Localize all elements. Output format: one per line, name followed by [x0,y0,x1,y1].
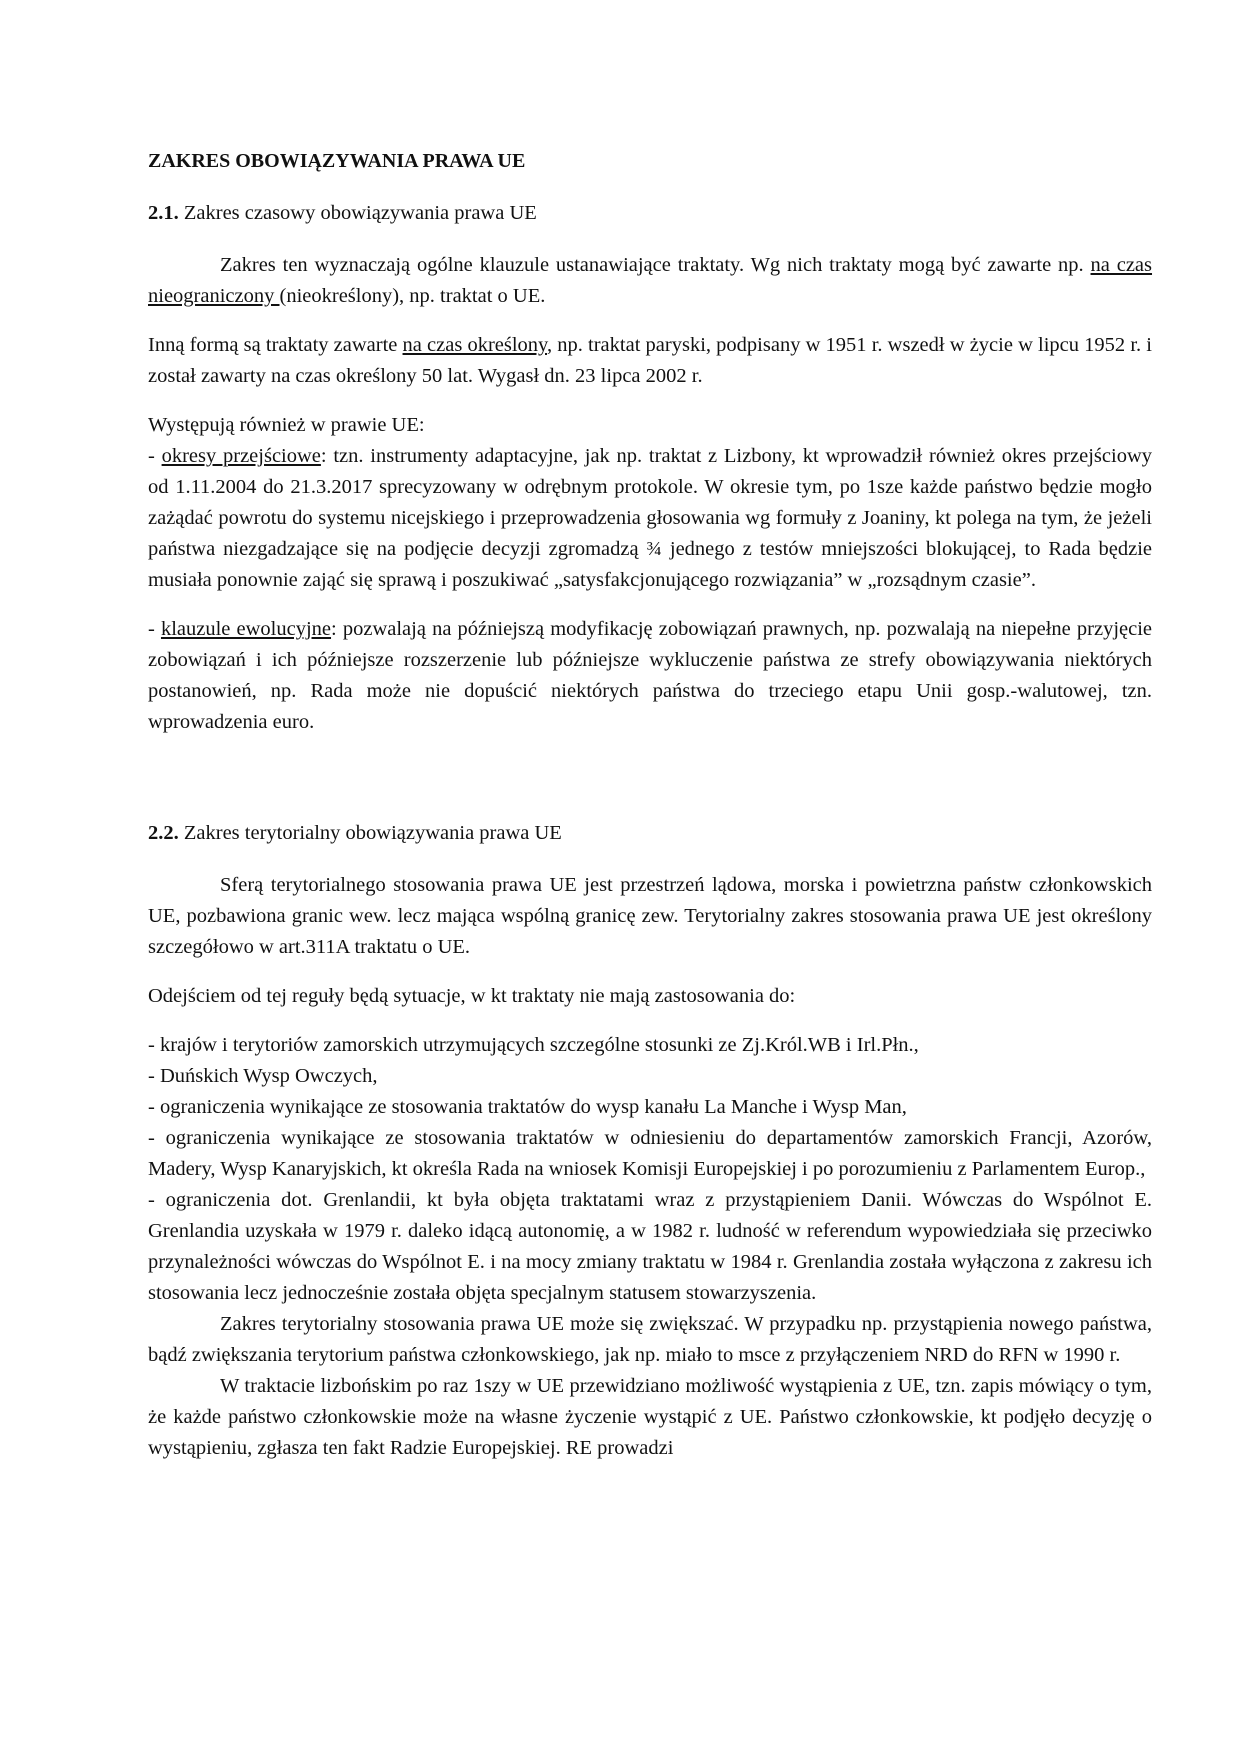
paragraph [148,410,1152,596]
paragraph [148,330,1152,392]
paragraph: Sferą terytorialnego stosowania prawa UE jest przestrzeń lądowa, morska i powietrzna państw członkowskich UE, pozbawiona granic wew. lecz mająca wspólną granicę zew. Terytorialny zakres stosowania prawa UE jest określony szczegółowo w art.311A traktatu o UE. [148,874,1152,958]
text-run: Inną formą są traktaty zawarte [148,334,403,356]
paragraph [148,250,1152,312]
section-title: Zakres czasowy obowiązywania prawa UE [183,202,537,224]
list-item: - Duńskich Wysp Owczych, [148,1065,378,1087]
list-item: - ograniczenia dot. Grenlandii, kt była objęta traktatami wraz z przystąpieniem Danii. Wówczas do Wspólnot E. Grenlandia uzyskała w 1979 r. daleko idącą autonomię, a w 1982 r. ludność w referendum wypowiedziała się przeciwko przynależności wówczas do Wspólnot E. i na mocy zmiany traktatu w 1984 r. Grenlandia została wyłączona z zakresu ich stosowania lecz jednocześnie została objęta specjalnym statusem stowarzyszenia. [148,1189,1152,1304]
dash: - [148,618,161,640]
section-heading-2-2 [148,818,1152,849]
section-number: 2.2. [148,822,179,844]
text-run: : pozwalają na późniejszą modyfikację zobowiązań prawnych, np. pozwalają na niepełne przyjęcie zobowiązań i ich późniejsze rozszerzenie lub późniejsze wykluczenie państwa ze strefy obowiązywania niektórych postanowień, np. Rada może nie dopuścić niektórych państwa do trzeciego etapu Unii gosp.-walutowej, tzn. wprowadzenia euro. [148,618,1153,733]
section-title: Zakres terytorialny obowiązywania prawa UE [183,822,562,844]
dash: - [148,445,162,467]
underlined-term: klauzule ewolucyjne [160,618,332,640]
paragraph: Odejściem od tej reguły będą sytuacje, w kt traktaty nie mają zastosowania do: [148,985,796,1007]
list-item: - ograniczenia wynikające ze stosowania traktatów do wysp kanału La Manche i Wysp Man, [148,1096,907,1118]
underlined-term: na czas nieograniczony [148,254,1153,307]
list-item: - krajów i terytoriów zamorskich utrzymujących szczególne stosunki ze Zj.Król.WB i Irl.Płn., [148,1034,919,1056]
underlined-term: na czas określony [402,334,547,356]
text-run: Występują również w prawie UE: [148,414,425,436]
text-run: Zakres ten wyznaczają ogólne klauzule ustanawiające traktaty. Wg nich traktaty mogą być zawarte np. [220,254,1091,276]
text-run: , np. traktat paryski, podpisany w 1951 r. wszedł w życie w lipcu 1952 r. i został zawarty na czas określony 50 lat. Wygasł dn. 23 lipca 2002 r. [148,334,1152,387]
paragraph [148,614,1152,738]
section-number: 2.1. [148,202,179,224]
spacer [148,756,1152,818]
section-heading-2-1 [148,198,1152,229]
underlined-term: okresy przejściowe [161,445,321,467]
text-run: (nieokreślony), np. traktat o UE. [279,285,546,307]
paragraph: Zakres terytorialny stosowania prawa UE może się zwiększać. W przypadku np. przystąpienia nowego państwa, bądź zwiększania terytorium państwa członkowskiego, jak np. miało to msce z przyłączeniem NRD do RFN w 1990 r. [148,1313,1152,1366]
text-run: : tzn. instrumenty adaptacyjne, jak np. traktat z Lizbony, kt wprowadził również okres przejściowy od 1.11.2004 do 21.3.2017 sprecyzowany w odrębnym protokole. W okresie tym, po 1sze każde państwo będzie mogło zażądać powrotu do systemu nicejskiego i przeprowadzenia głosowania wg formuły z Joaniny, kt polega na tym, że jeżeli państwa niezgadzające się na podjęcie decyzji zgromadzą ¾ jednego z testów mniejszości blokującej, to Rada będzie musiała ponownie zająć się sprawą i poszukiwać „satysfakcjonującego rozwiązania” w „rozsądnym czasie”. [148,445,1152,591]
list-item: - ograniczenia wynikające ze stosowania traktatów w odniesieniu do departamentów zamorskich Francji, Azorów, Madery, Wysp Kanaryjskich, kt określa Rada na wniosek Komisji Europejskiej i po porozumieniu z Parlamentem Europ., [148,1127,1152,1180]
document-title: ZAKRES OBOWIĄZYWANIA PRAWA UE [148,150,526,172]
paragraph: W traktacie lizbońskim po raz 1szy w UE przewidziano możliwość wystąpienia z UE, tzn. zapis mówiący o tym, że każde państwo członkowskie może na własne życzenie wystąpić z UE. Państwo członkowskie, kt podjęło decyzję o wystąpieniu, zgłasza ten fakt Radzie Europejskiej. RE prowadzi [148,1375,1152,1459]
